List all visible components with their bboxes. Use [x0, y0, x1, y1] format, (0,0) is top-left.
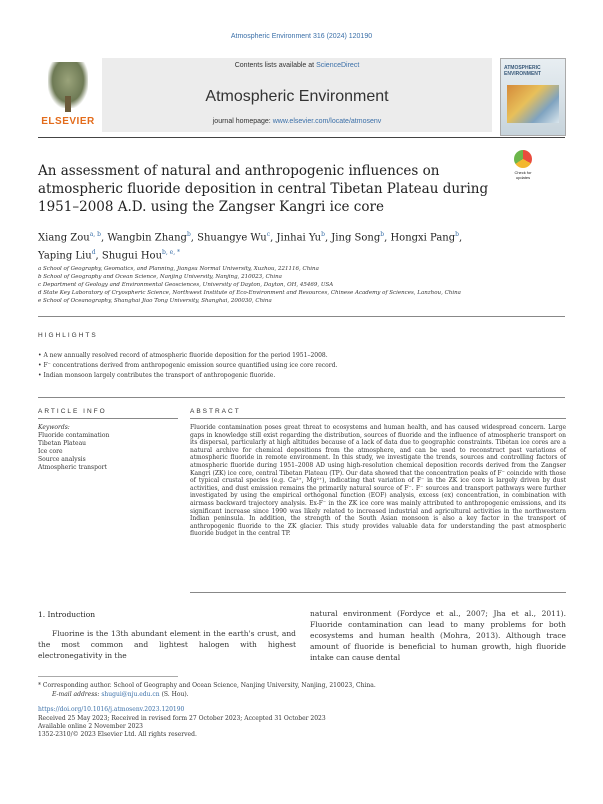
tree-trunk-icon — [65, 96, 71, 112]
copyright: 1352-2310/© 2023 Elsevier Ltd. All rights reserved. — [38, 731, 197, 738]
email-suffix: (S. Hou). — [161, 691, 189, 698]
author-name[interactable]: Shugui Hou — [101, 250, 163, 262]
abstract-text: Fluoride contamination poses great threat to ecosystems and human health, and has caused widespread concern. Large gaps in knowledge still exist regarding the distribution, sources of fluoride and the influence of atmospheric transport on its dispersal, particularly at high altitudes because of a lack of data due to geographic constraints. Tibetan ice cores are a natural archive for chemical depositions from the atmosphere, and can be used to reconstruct past variations of atmospheric fluoride in remote environment. In this study, we investigate the trends, sources and controlling factors of atmospheric fluoride during 1951–2008 AD using high-resolution chemical deposition records derived from the Zangser Kangri (ZK) ice core, central Tibetan Plateau (TP). Our data showed that the concentration peaks of F⁻ coincide with those of typical crustal species (e.g. Ca²⁺, Mg²⁺), indicating that variation of F⁻ in the ZK ice core is largely driven by dust activities, and dust emission remains the primarily natural source of F⁻. F⁻ sources and transport pathways were further investigated by using the empirical orthogonal function (EOF) analysis, excess (ex) concentration, in combination with airmass backward trajectory analysis. Ex-F⁻ in the ZK ice core was mainly attributed to anthropogenic emissions, and its significant increase since 1990 was likely related to increased industrial and agricultural activities in the northwestern Indian peninsula. In addition, the strength of the South Asian monsoon is also a key factor in the transport of anthropogenic fluoride to the ZK glacier. This study provides valuable data for understanding the past atmospheric fluoride budget in the central TP. — [190, 424, 566, 538]
author-affiliation-marker[interactable]: d — [91, 249, 96, 257]
author-affiliation-marker[interactable]: b — [321, 231, 325, 238]
divider — [190, 418, 566, 419]
intro-paragraph-left: Fluorine is the 13th abundant element in the earth's crust, and the most common and lightest halogen with highest electronegativity in the — [38, 629, 296, 660]
author-name[interactable]: Xiang Zou — [38, 232, 90, 244]
contents-line — [102, 62, 492, 69]
keyword: Tibetan Plateau — [38, 440, 87, 447]
received-dates: Received 25 May 2023; Received in revised form 27 October 2023; Accepted 31 October 2023 — [38, 715, 326, 722]
highlight-item: • Indian monsoon largely contributes the transport of anthropogenic fluoride. — [38, 372, 276, 379]
author-affiliation-marker[interactable]: b, e, * — [162, 249, 181, 257]
keyword: Ice core — [38, 448, 63, 455]
email-label: E-mail address: — [52, 691, 100, 698]
affiliation: e School of Oceanography, Shanghai Jiao Tong University, Shanghai, 200030, China — [38, 298, 272, 304]
author-name[interactable]: Jinhai Yu — [276, 232, 322, 244]
affiliation: a School of Geography, Geomatics, and Planning, Jiangsu Normal University, Xuzhou, 221116, China — [38, 266, 319, 272]
author-list — [38, 227, 538, 264]
available-online: Available online 2 November 2023 — [38, 723, 143, 730]
journal-reference[interactable]: Atmospheric Environment 316 (2024) 120190 — [230, 33, 373, 40]
elsevier-logo[interactable] — [38, 58, 98, 132]
email-line — [52, 691, 579, 699]
article-title: An assessment of natural and anthropogenic influences on atmospheric fluoride deposition in central Tibetan Plateau during 1951–2008 A.D. using the Zangser Kangri ice core — [38, 163, 489, 215]
author-name[interactable]: Yaping Liu — [38, 250, 92, 262]
divider — [38, 418, 178, 419]
doi-link[interactable]: https://doi.org/10.1016/j.atmosenv.2023.120190 — [38, 706, 185, 713]
cover-image — [507, 85, 559, 123]
section-heading-introduction: 1. Introduction — [38, 610, 96, 619]
author-name[interactable]: Shuangye Wu — [197, 232, 267, 244]
homepage-prefix: journal homepage: — [212, 118, 271, 125]
author-affiliation-marker[interactable]: b — [186, 231, 191, 238]
author-affiliation-marker[interactable]: b — [380, 231, 385, 238]
author-affiliation-marker[interactable]: b — [455, 231, 459, 238]
author-name[interactable]: Jing Song — [331, 232, 381, 244]
journal-cover[interactable] — [500, 58, 566, 136]
contents-prefix: Contents lists available at — [234, 62, 315, 69]
check-for-updates-badge[interactable] — [510, 150, 536, 180]
sciencedirect-link[interactable]: ScienceDirect — [316, 62, 360, 69]
affiliation: b School of Geography and Ocean Science, Nanjing University, Nanjing, 210023, China — [38, 274, 282, 280]
journal-name: Atmospheric Environment — [205, 88, 389, 105]
intro-paragraph-right: natural environment (Fordyce et al., 2007; Jha et al., 2011). Fluoride contamination can lead to many problems for both ecosystems and human health (Mohra, 2013). Although trace amount of fluoride is beneficial to human growth, high fluoride intake can cause dental — [310, 609, 566, 662]
divider — [38, 397, 565, 398]
keyword: Fluoride contamination — [38, 432, 110, 439]
authors-line-1: Xiang Zou$^{a, b}$, Wangbin Zhang$^b$, Shuangye Wu$^c$, Jinhai Yu$^b$, Jing Song$^b$, Hongxi Pang$^b$, — [38, 231, 463, 244]
highlight-item: • A new annually resolved record of atmospheric fluoride deposition for the period 1951–2008. — [38, 352, 328, 359]
affiliation: c Department of Geology and Environmental Geosciences, University of Dayton, Dayton, OH, 45469, USA — [38, 282, 334, 288]
cover-title: ATMOSPHERIC ENVIRONMENT — [504, 65, 541, 77]
author-name[interactable]: Wangbin Zhang — [107, 232, 187, 244]
keywords-label: Keywords: — [38, 424, 70, 431]
authors-line-2: Yaping Liu$^d$, Shugui Hou$^{b, e, *}$ — [38, 249, 181, 262]
abstract-heading: ABSTRACT — [190, 408, 241, 415]
highlight-item: • F⁻ concentrations derived from anthropogenic emission source quantified using ice core record. — [38, 362, 338, 369]
update-check-icon — [514, 150, 532, 168]
divider — [190, 592, 566, 593]
affiliation: d State Key Laboratory of Cryospheric Science, Northwest Institute of Eco-Environment and Resources, Chinese Academy of Sciences, Lanzhou, China — [38, 290, 461, 296]
divider — [38, 316, 565, 317]
article-info-heading: ARTICLE INFO — [38, 408, 107, 415]
homepage-link[interactable]: www.elsevier.com/locate/atmosenv — [272, 118, 382, 125]
badge-text: Check for updates — [514, 170, 532, 180]
email-link[interactable]: shugui@nju.edu.cn — [101, 691, 160, 698]
keyword: Source analysis — [38, 456, 86, 463]
publisher-wordmark: ELSEVIER — [41, 116, 95, 127]
author-affiliation-marker[interactable]: a, b — [89, 231, 101, 238]
author-affiliation-marker[interactable]: c — [266, 231, 271, 238]
keyword: Atmospheric transport — [38, 464, 107, 471]
journal-homepage — [102, 118, 492, 125]
footnote-divider — [38, 676, 178, 677]
author-name[interactable]: Hongxi Pang — [390, 232, 456, 244]
highlights-heading: HIGHLIGHTS — [38, 332, 98, 339]
corresponding-author-note: * Corresponding author. School of Geography and Ocean Science, Nanjing University, Nanjing, 210023, China. — [38, 682, 376, 689]
